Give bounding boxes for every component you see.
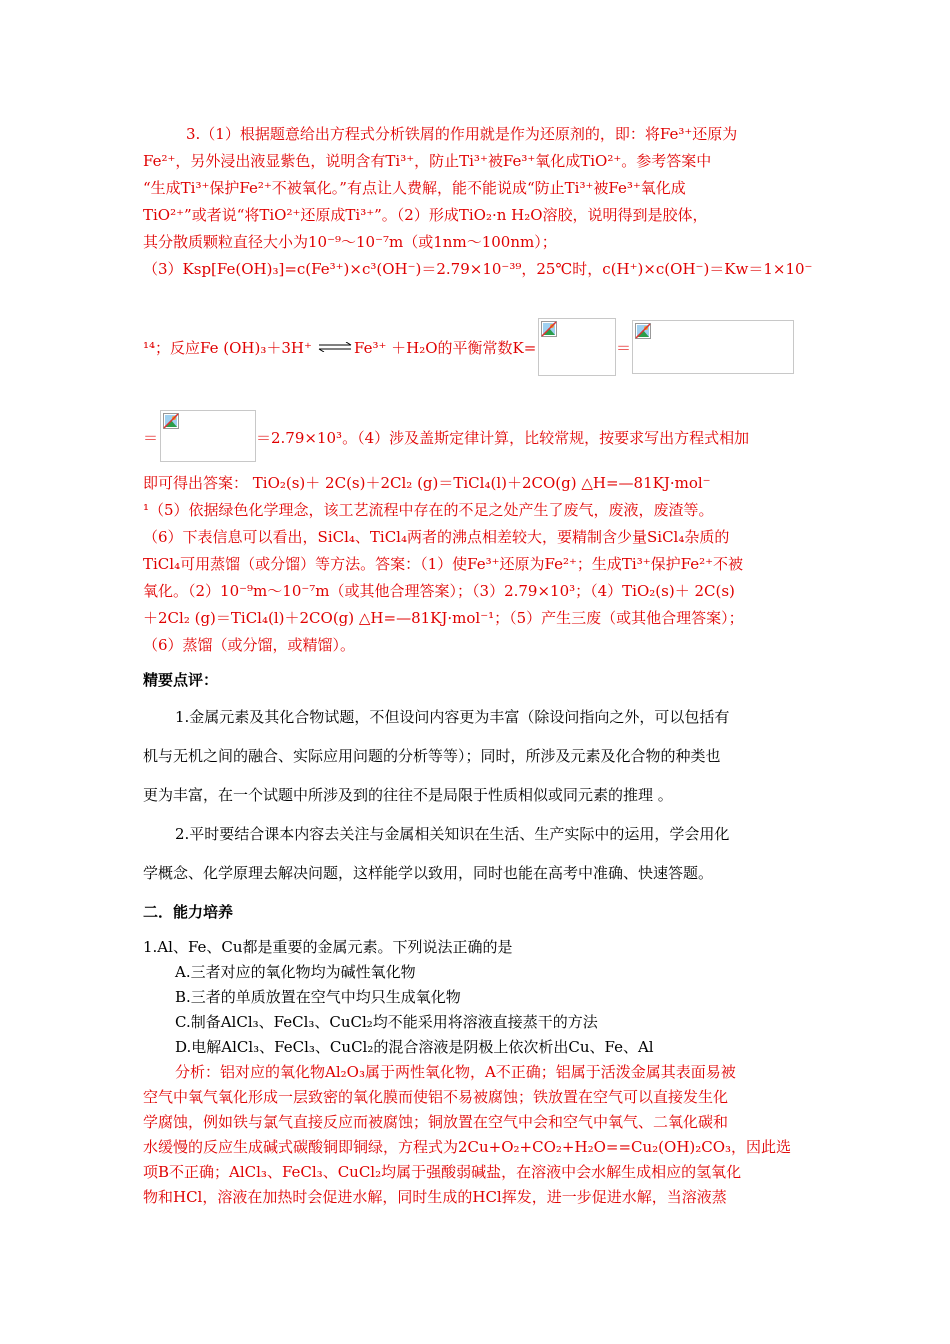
question-stem: 1.Al、Fe、Cu都是重要的金属元素。下列说法正确的是 (143, 938, 513, 956)
analysis-line: 学腐蚀，例如铁与氯气直接反应而被腐蚀；铜放置在空气中会和空气中氧气、二氧化碳和 (143, 1113, 729, 1131)
broken-image-icon (163, 413, 179, 429)
equilibrium-arrow-icon (318, 342, 352, 352)
broken-image-icon (635, 323, 651, 339)
review-paragraph-line: 1.金属元素及其化合物试题，不但设问内容更为丰富（除设问指向之外，可以包括有 (175, 708, 730, 726)
answer-line: （6）蒸馏（或分馏，或精馏）。 (143, 636, 356, 654)
review-paragraph-line: 2.平时要结合课本内容去关注与金属相关知识在生活、生产实际中的运用，学会用化 (175, 825, 730, 843)
analysis-line: 分析：铝对应的氧化物Al₂O₃属于两性氧化物，A不正确；铝属于活泼金属其表面易被 (175, 1063, 736, 1081)
answer-line: Fe³⁺ ＋H₂O的平衡常数K= (354, 339, 537, 357)
answer-line: 其分散质颗粒直径大小为10⁻⁹～10⁻⁷m（或1nm～100nm）； (143, 233, 557, 251)
analysis-line: 物和HCl，溶液在加热时会促进水解，同时生成的HCl挥发，进一步促进水解，当溶液蒸 (143, 1188, 727, 1206)
analysis-line: 项B不正确；AlCl₃、FeCl₃、CuCl₂均属于强酸弱碱盐，在溶液中会水解生成相应的氢氧化 (143, 1163, 742, 1181)
answer-line: ＝ (616, 339, 632, 357)
formula-image-placeholder (632, 320, 794, 374)
broken-image-icon (541, 321, 557, 337)
answer-line: Fe²⁺，另外浸出液显紫色，说明含有Ti³⁺，防止Ti³⁺被Fe³⁺氧化成TiO²⁺。参考答案中 (143, 152, 712, 170)
review-heading: 精要点评： (143, 671, 219, 689)
review-paragraph-line: 机与无机之间的融合、实际应用问题的分析等等）；同时，所涉及元素及化合物的种类也 (143, 747, 721, 765)
answer-line: “生成Ti³⁺保护Fe²⁺不被氧化。”有点让人费解，能不能说成“防止Ti³⁺被Fe³⁺氧化成 (143, 179, 686, 197)
answer-line: （3）Ksp[Fe(OH)₃]=c(Fe³⁺)×c³(OH⁻)＝2.79×10⁻³⁹，25℃时，c(H⁺)×c(OH⁻)＝Kw＝1×10⁻ (143, 260, 813, 278)
formula-image-placeholder (160, 410, 256, 462)
answer-line: TiCl₄可用蒸馏（或分馏）等方法。答案：（1）使Fe³⁺还原为Fe²⁺；生成Ti³⁺保护Fe²⁺不被 (143, 555, 744, 573)
answer-line: 氧化。（2）10⁻⁹m～10⁻⁷m（或其他合理答案）；（3）2.79×10³；（4）TiO₂(s)＋ 2C(s) (143, 582, 735, 600)
review-paragraph-line: 更为丰富，在一个试题中所涉及到的往往不是局限于性质相似或同元素的推理 。 (143, 786, 673, 804)
option-c: C.制备AlCl₃、FeCl₃、CuCl₂均不能采用将溶液直接蒸干的方法 (175, 1013, 598, 1031)
option-b: B.三者的单质放置在空气中均只生成氧化物 (175, 988, 461, 1006)
answer-line: ¹（5）依据绿色化学理念，该工艺流程中存在的不足之处产生了废气，废液，废渣等。 (143, 501, 714, 519)
answer-line: ＋2Cl₂ (g)＝TiCl₄(l)＋2CO(g) △H=—81KJ·mol⁻¹；（5）产生三废（或其他合理答案）； (143, 609, 744, 627)
answer-line: ＝ (143, 429, 159, 447)
option-a: A.三者对应的氧化物均为碱性氧化物 (175, 963, 416, 981)
section-heading: 二．能力培养 (143, 903, 234, 921)
answer-line: ¹⁴；反应Fe (OH)₃＋3H⁺ (143, 339, 312, 357)
review-paragraph-line: 学概念、化学原理去解决问题，这样能学以致用，同时也能在高考中准确、快速答题。 (143, 864, 714, 882)
option-d: D.电解AlCl₃、FeCl₃、CuCl₂的混合溶液是阴极上依次析出Cu、Fe、Al (175, 1038, 654, 1056)
answer-line: （6）下表信息可以看出，SiCl₄、TiCl₄两者的沸点相差较大，要精制含少量SiCl₄杂质的 (143, 528, 730, 546)
answer-line: 3.（1）根据题意给出方程式分析铁屑的作用就是作为还原剂的，即：将Fe³⁺还原为 (186, 125, 738, 143)
formula-image-placeholder (538, 318, 616, 376)
analysis-line: 水缓慢的反应生成碱式碳酸铜即铜绿，方程式为2Cu+O₂+CO₂+H₂O==Cu₂(OH)₂CO₃，因此选 (143, 1138, 792, 1156)
answer-line: 即可得出答案： TiO₂(s)＋ 2C(s)＋2Cl₂ (g)＝TiCl₄(l)＋2CO(g) △H=—81KJ·mol⁻ (143, 474, 711, 492)
answer-line: TiO²⁺”或者说“将TiO²⁺还原成Ti³⁺”。（2）形成TiO₂·n H₂O溶胶，说明得到是胶体， (143, 206, 708, 224)
analysis-line: 空气中氧气氧化形成一层致密的氧化膜而使铝不易被腐蚀；铁放置在空气可以直接发生化 (143, 1088, 729, 1106)
answer-line: ＝2.79×10³。（4）涉及盖斯定律计算，比较常规，按要求写出方程式相加 (256, 429, 750, 447)
